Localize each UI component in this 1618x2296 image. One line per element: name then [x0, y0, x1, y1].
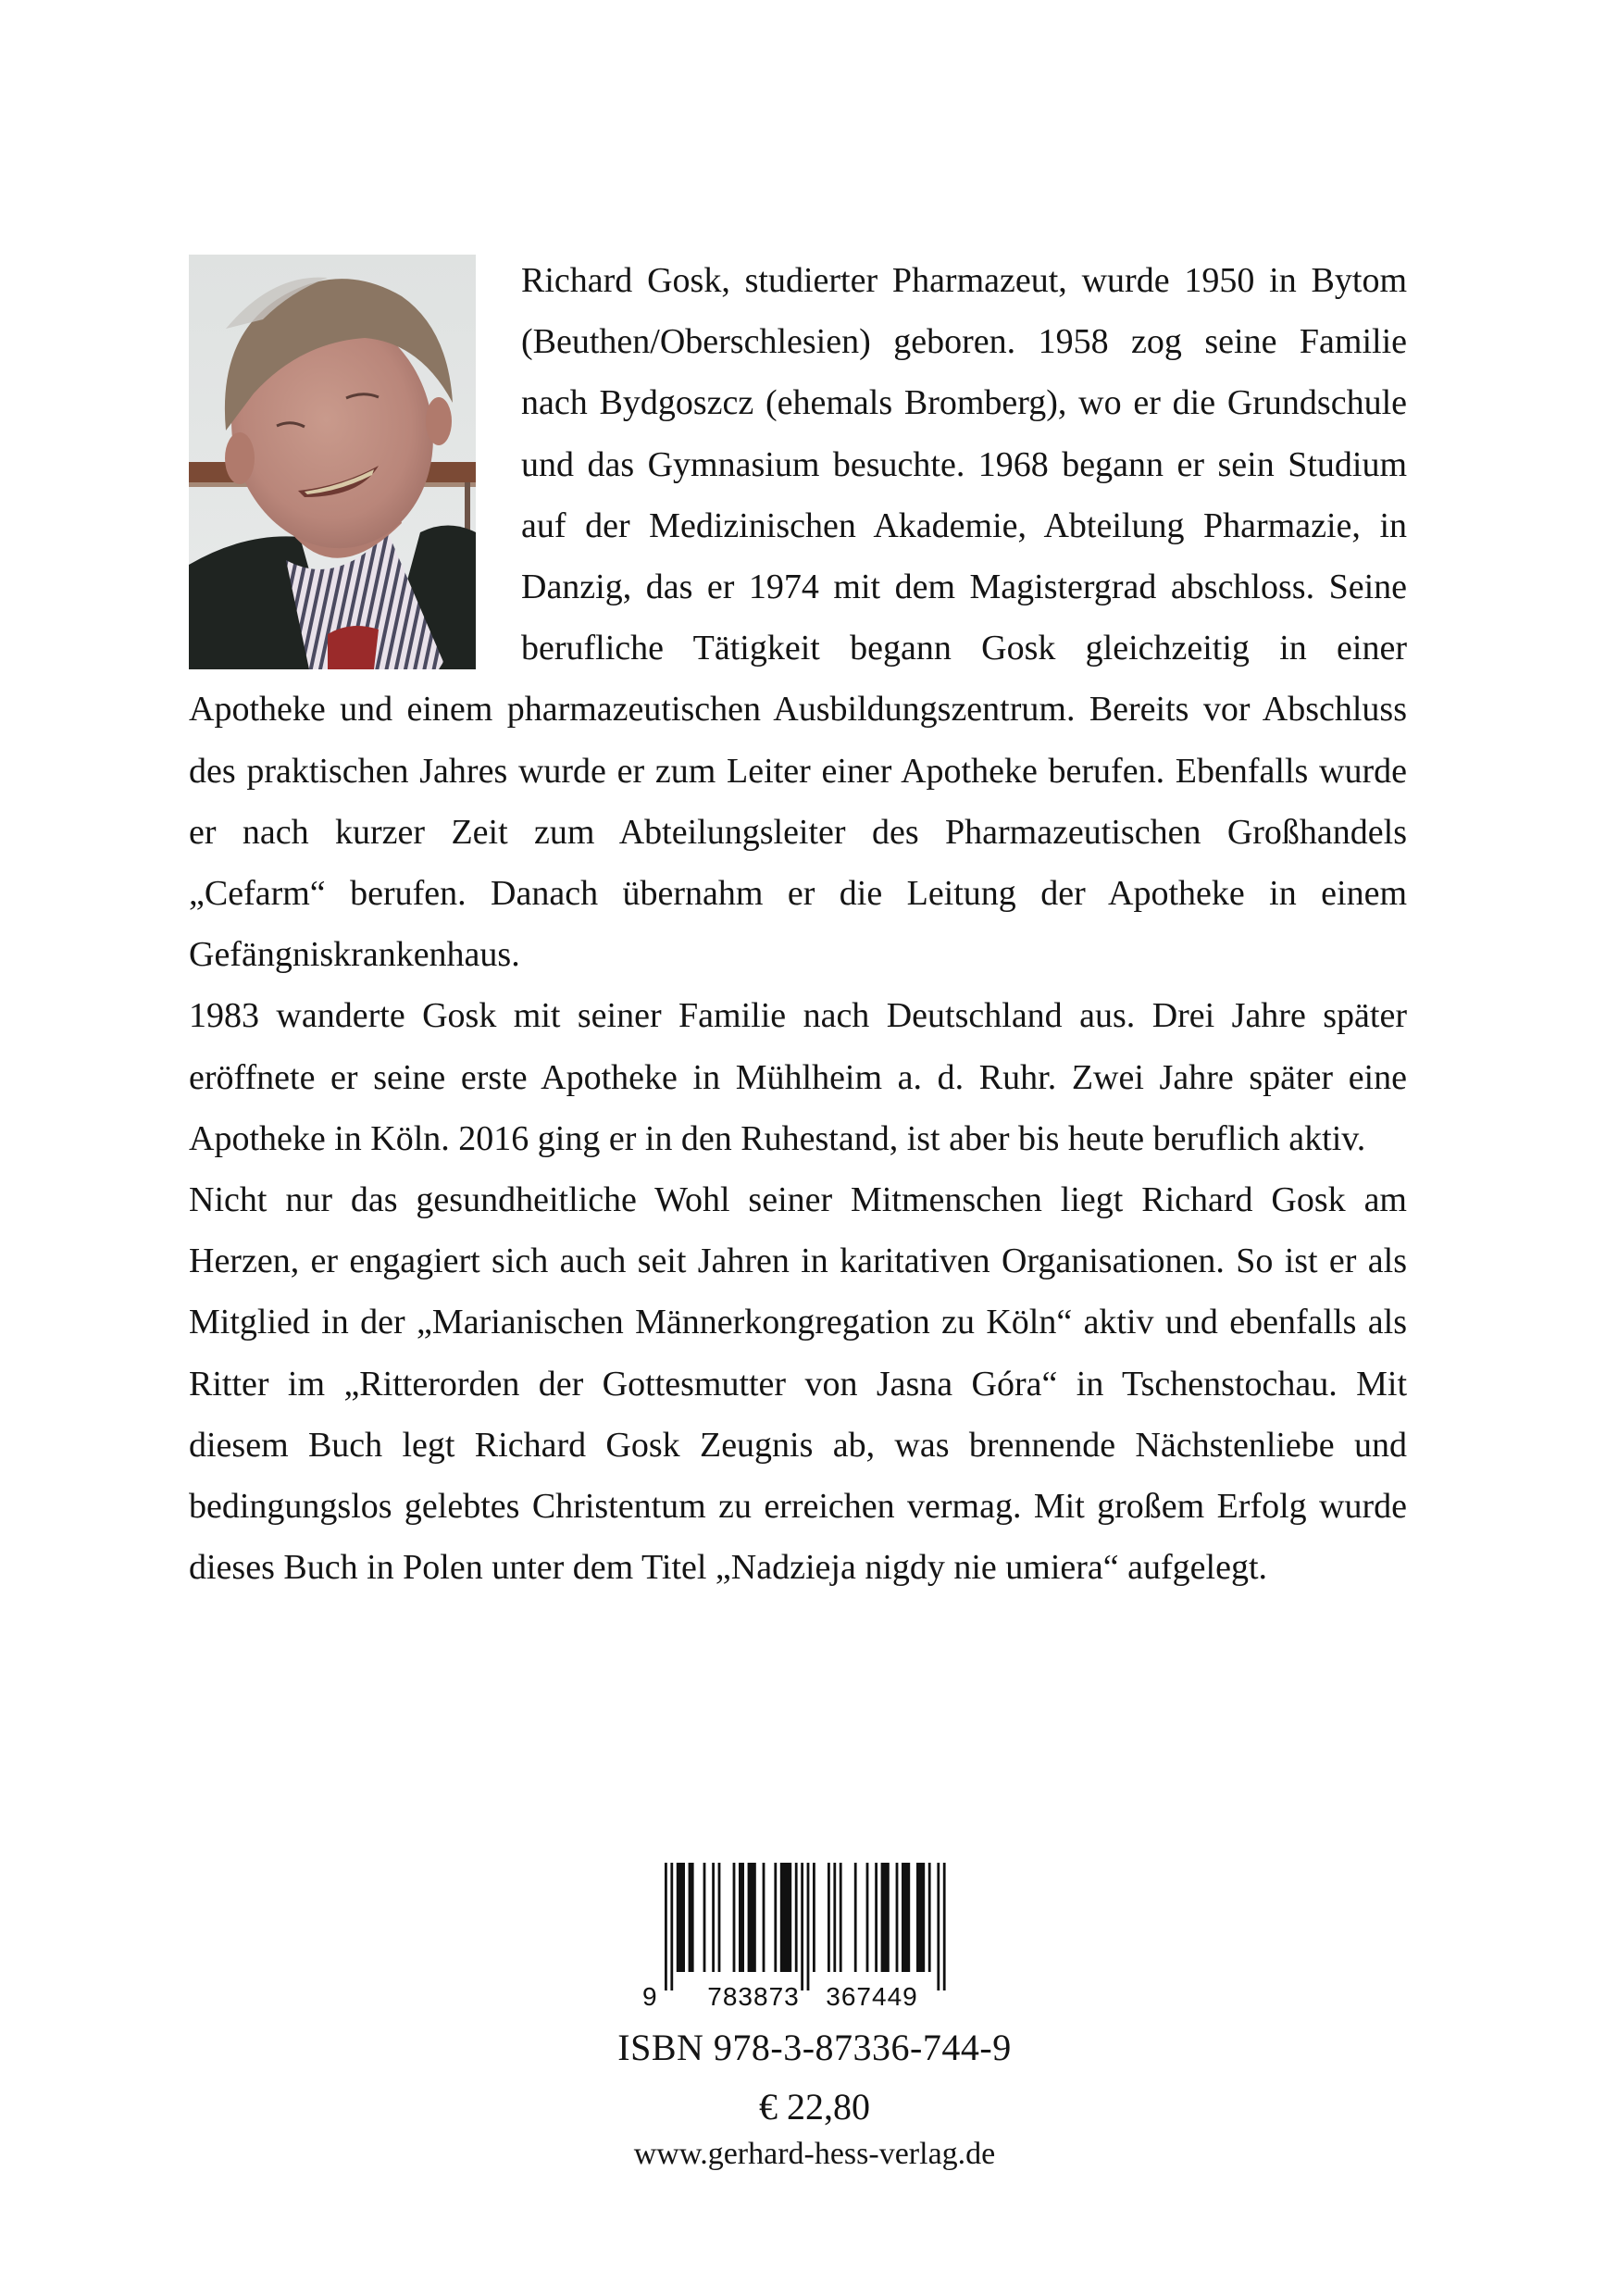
barcode-bar-2 — [677, 1863, 685, 1972]
photo-wrap-spacer — [189, 250, 521, 678]
barcode-bar-10 — [763, 1863, 765, 1972]
barcode-digits-right: 367449 — [826, 1982, 918, 2009]
barcode-bar-7 — [733, 1863, 736, 1972]
barcode-bar-28 — [937, 1863, 940, 1990]
barcode-bar-29 — [943, 1863, 946, 1990]
barcode-bar-6 — [718, 1863, 721, 1972]
barcode-digit-first: 9 — [642, 1982, 657, 2009]
barcode-bar-16 — [813, 1863, 815, 1972]
barcode-bar-13 — [795, 1863, 798, 1972]
barcode-bar-22 — [875, 1863, 877, 1972]
author-biography — [189, 250, 1407, 1598]
barcode-bar-15 — [807, 1863, 810, 1990]
barcode-bar-11 — [774, 1863, 777, 1972]
barcode-bar-0 — [665, 1863, 667, 1990]
isbn-number: ISBN 978-3-87336-744-9 — [617, 2027, 1012, 2068]
barcode-bar-18 — [833, 1863, 836, 1972]
barcode-bar-9 — [748, 1863, 756, 1972]
barcode-bar-25 — [902, 1863, 910, 1972]
barcode-bar-23 — [881, 1863, 890, 1972]
barcode-bar-24 — [896, 1863, 899, 1972]
publisher-website-link[interactable]: www.gerhard-hess-verlag.de — [633, 2137, 996, 2171]
barcode-bar-27 — [928, 1863, 931, 1972]
barcode-digits-left: 783873 — [707, 1982, 800, 2009]
bio-paragraph-1: Richard Gosk, studierter Pharmazeut, wurde 1950 in Bytom (Beuthen/Oberschlesien) geboren. 1958 zog seine Familie nach Bydgoszcz (ehemals Bromberg), wo er die Grundschule und das Gymnasium besuchte. 1968 begann er sein Studium auf der Medizinischen Akademie, Abteilung Pharmazie, in Danzig, das er 1974 mit dem Magistergrad abschloss. Seine berufliche Tätigkeit begann Gosk gleichzeitig in einer Apotheke und einem pharmazeutischen Ausbildungszentrum. Bereits vor Abschluss des praktischen Jahres wurde er zum Leiter einer Apotheke berufen. Ebenfalls wurde er nach kurzer Zeit zum Abteilungsleiter des Pharmazeutischen Großhandels „Cefarm“ berufen. Danach übernahm er die Leitung der Apotheke in einem Gefängniskrankenhaus. — [189, 261, 1407, 975]
barcode-bar-21 — [866, 1863, 869, 1972]
bio-paragraph-3: Nicht nur das gesundheitliche Wohl seiner Mitmenschen liegt Richard Gosk am Herzen, er engagiert sich auch seit Jahren in karitativen Organisationen. So ist er als Mitglied in der „Marianischen Männerkongregation zu Köln“ aktiv und ebenfalls als Ritter im „Ritterorden der Gottesmutter von Jasna Góra“ in Tschenstochau. Mit diesem Buch legt Richard Gosk Zeugnis ab, was brennende Nächstenliebe und bedingungslos gelebtes Christentum zu erreichen vermag. Mit großem Erfolg wurde dieses Buch in Polen unter dem Titel „Nadzieja nigdy nie umiera“ aufgelegt. — [189, 1180, 1407, 1588]
barcode-bar-4 — [703, 1863, 706, 1972]
barcode-bars — [665, 1863, 946, 1990]
barcode-bar-20 — [854, 1863, 857, 1972]
barcode-bar-17 — [828, 1863, 830, 1972]
barcode-bar-19 — [840, 1863, 842, 1972]
barcode-bar-8 — [739, 1863, 744, 1972]
barcode-bar-3 — [689, 1863, 694, 1972]
barcode-bar-5 — [712, 1863, 715, 1972]
bio-paragraph-2: 1983 wanderte Gosk mit seiner Familie nach Deutschland aus. Drei Jahre später eröffnete er seine erste Apotheke in Mühlheim a. d. Ruhr. Zwei Jahre später eine Apotheke in Köln. 2016 ging er in den Ruhestand, ist aber bis heute beruflich aktiv. — [189, 996, 1407, 1158]
price: € 22,80 — [759, 2086, 870, 2128]
barcode-bar-26 — [916, 1863, 925, 1972]
barcode-bar-1 — [670, 1863, 673, 1990]
ean13-barcode-graphic — [639, 1861, 953, 2009]
isbn-barcode — [639, 1861, 953, 2009]
barcode-bar-14 — [801, 1863, 803, 1990]
barcode-bar-12 — [780, 1863, 791, 1972]
